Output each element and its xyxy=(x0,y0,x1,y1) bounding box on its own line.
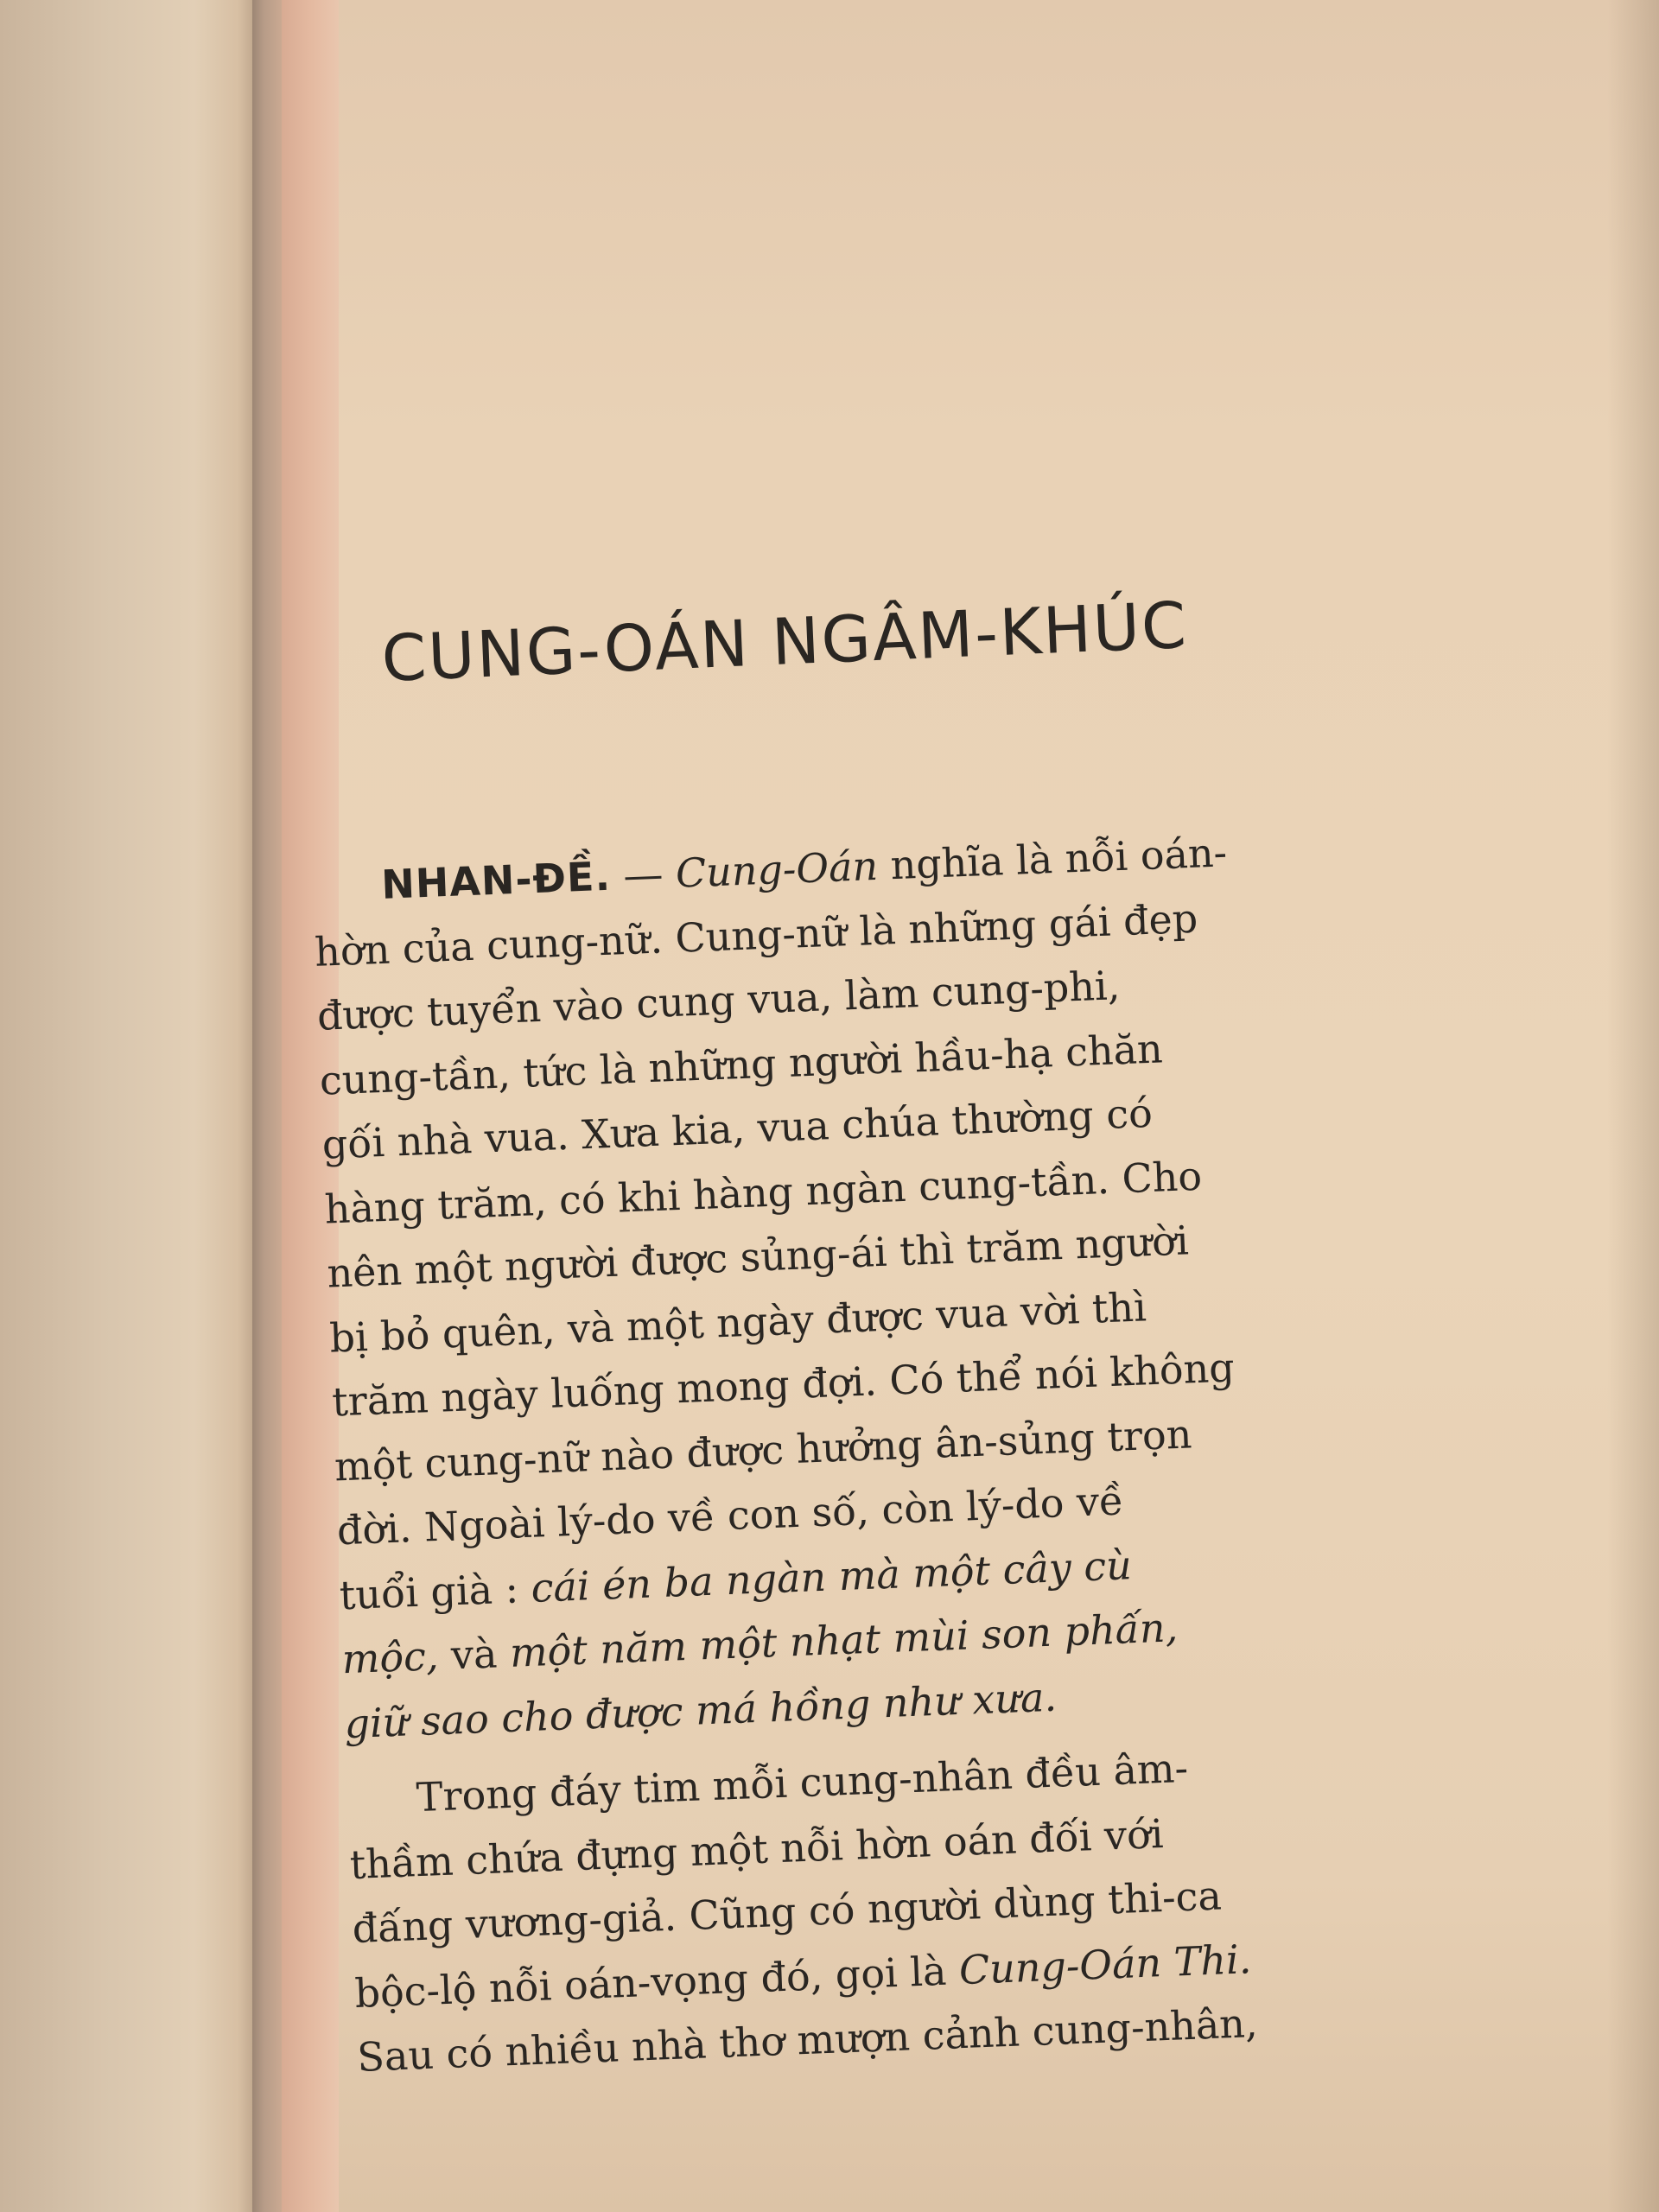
paragraph xyxy=(346,1725,1481,2089)
section-heading: NHAN-ĐỀ. xyxy=(380,852,612,908)
text-run: giữ sao cho được má hồng như xưa. xyxy=(343,1673,1058,1747)
body-text xyxy=(311,812,1481,2089)
facing-page xyxy=(0,0,259,2212)
text-run: cái én ba ngàn mà một cây cù xyxy=(530,1541,1133,1611)
text-run: đấng vương-giả. Cũng có người dùng thi-ca xyxy=(351,1872,1223,1953)
page-edge-shadow xyxy=(1607,0,1659,2212)
text-run: đời. Ngoài lý-do về con số, còn lý-do về xyxy=(335,1477,1125,1554)
text-run: tuổi già : xyxy=(338,1564,532,1618)
text-run: được tuyển vào cung vua, làm cung-phi, xyxy=(316,962,1122,1039)
text-run: — xyxy=(609,849,677,899)
text-run: gối nhà vua. Xưa kia, vua chúa thường có xyxy=(321,1089,1154,1168)
text-run: và xyxy=(437,1629,511,1680)
text-run: Cung-Oán Thi. xyxy=(957,1935,1253,1993)
text-run: hàng trăm, có khi hàng ngàn cung-tần. Cho xyxy=(323,1152,1203,1233)
text-run: thầm chứa đựng một nỗi hờn oán đối với xyxy=(348,1809,1165,1888)
paragraph xyxy=(311,812,1468,1756)
text-run: trăm ngày luống mong đợi. Có thể nói không xyxy=(331,1344,1236,1426)
text-run: cung-tần, tức là những người hầu-hạ chăn xyxy=(318,1024,1164,1104)
text-run: Trong đáy tim mỗi cung-nhân đều âm- xyxy=(415,1744,1189,1821)
text-run: hờn của cung-nữ. Cung-nữ là những gái đẹp xyxy=(314,894,1199,976)
text-run: bộc-lộ nỗi oán-vọng đó, gọi là xyxy=(353,1946,960,2017)
text-run: Cung-Oán xyxy=(674,842,880,897)
text-run: nghĩa là nỗi oán- xyxy=(876,829,1229,889)
text-run: một năm một nhạt mùi son phấn, xyxy=(508,1604,1179,1676)
text-run: một cung-nữ nào được hưởng ân-sủng trọn xyxy=(334,1409,1193,1490)
page-title: CUNG-OÁN NGÂM-KHÚC xyxy=(380,588,1190,696)
book-gutter xyxy=(252,0,282,2212)
text-run: bị bỏ quên, và một ngày được vua vời thì xyxy=(328,1282,1147,1362)
text-run: mộc, xyxy=(340,1632,440,1683)
text-run: nên một người được sủng-ái thì trăm người xyxy=(326,1217,1190,1297)
text-run: Sau có nhiều nhà thơ mượn cảnh cung-nhân, xyxy=(356,1999,1259,2081)
